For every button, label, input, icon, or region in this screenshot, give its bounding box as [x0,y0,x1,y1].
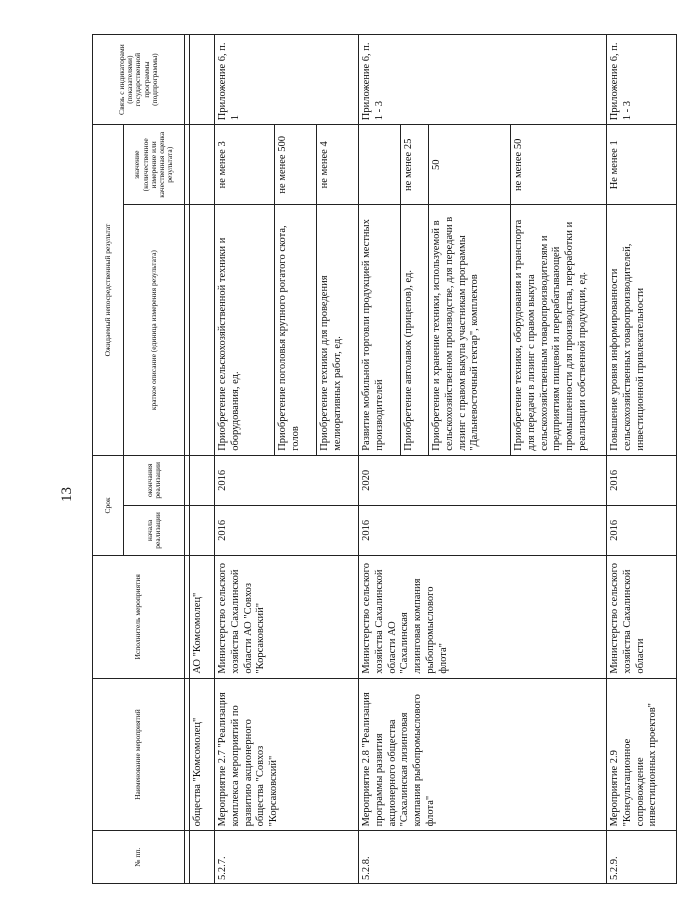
table-row [359,35,401,884]
cell-result-value: 50 [429,125,511,205]
measures-table [92,34,677,884]
cell-num: 5.2.9. [607,831,677,884]
table-row [607,35,677,884]
header-executor: Исполнитель мероприятия [93,555,185,678]
header-link: Связь с индикаторами (показателями) государственной программы (подпрограммы) [93,35,185,125]
header-expected: Ожидаемый непосредственный результат [93,125,124,456]
cell-executor: Министерство сельского хозяйства Сахалинской области АО "Совхоз "Корсаковский" [215,555,359,678]
cell-result-value: не менее 25 [401,125,429,205]
header-value: значение (количественное измерение или качественная оценка результата) [124,125,185,205]
cell-executor: АО "Комсомолец" [190,555,215,678]
document-page [92,34,659,884]
cell-start: 2016 [215,505,359,555]
header-num: № пп. [93,831,185,884]
cell-name: Мероприятие 2.7 "Реализация комплекса мероприятий по развитию акционерного общества "Совхоз "Корсаковский" [215,678,359,831]
header-name: Наименование мероприятий [93,678,185,831]
cell-result-value: не менее 500 [275,125,317,205]
cell-link: Приложение 6, п. 1 - 3 [607,35,677,125]
cell-result-value: не менее 3 [215,125,275,205]
cell-result-value [359,125,401,205]
cell-link: Приложение 6, п. 1 - 3 [359,35,607,125]
cell-result-value: не менее 50 [511,125,607,205]
cell-executor: Министерство сельского хозяйства Сахалинской области АО "Сахалинская лизинговая компания рыбопромыслового флота" [359,555,607,678]
table-row [215,35,275,884]
cell-result-desc: Приобретение техники, оборудования и транспорта для передачи в лизинг с правом выкупа сельскохозяйственным товаропроизводителям и предприятиям пищевой и перерабатывающей промышленности для производства, переработки и реализации собственной продукции, ед. [511,205,607,455]
cell-end: 2020 [359,455,607,505]
cell-start: 2016 [359,505,607,555]
page-number: 13 [59,487,75,502]
cell-result-desc: Приобретение и хранение техники, используемой в сельскохозяйственном производстве, для передачи в лизинг с правом выкупа участникам программы "Дальневосточный гектар", комплектов [429,205,511,455]
cell-result-desc: Приобретение техники для проведения мелиоративных работ, ед. [317,205,359,455]
cell-num: 5.2.8. [359,831,607,884]
cell-end: 2016 [215,455,359,505]
cell-result-desc: Приобретение автолавок (прицепов), ед. [401,205,429,455]
cell-result-desc: Приобретение сельскохозяйственной техники и оборудования, ед. [215,205,275,455]
cell-num: 5.2.7. [215,831,359,884]
table-row-continued [190,35,215,884]
header-term: Срок [93,455,124,555]
cell-executor: Министерство сельского хозяйства Сахалинской области [607,555,677,678]
cell-result-value: не менее 4 [317,125,359,205]
cell-link: Приложение 6, п. 1 [215,35,359,125]
cell-result-desc: Приобретение поголовья крупного рогатого скота, голов [275,205,317,455]
cell-name: общества "Комсомолец" [190,678,215,831]
cell-result-value: Не менее 1 [607,125,677,205]
cell-result-desc: Развитие мобильной торговли продукцией местных производителей [359,205,401,455]
cell-name: Мероприятие 2.8 "Реализация программы развития акционерного общества "Сахалинская лизинговая компания рыбопромыслового флота" [359,678,607,831]
cell-end: 2016 [607,455,677,505]
cell-start: 2016 [607,505,677,555]
cell-result-desc: Повышение уровня информированности сельскохозяйственных товаропроизводителей, инвестиционной привлекательности [607,205,677,455]
header-desc: краткое описание (единица измерения результата) [124,205,185,455]
header-term-start: начала реализации [124,505,185,555]
header-term-end: окончания реализации [124,455,185,505]
cell-name: Мероприятие 2.9 "Консультационное сопровождение инвестиционных проектов" [607,678,677,831]
